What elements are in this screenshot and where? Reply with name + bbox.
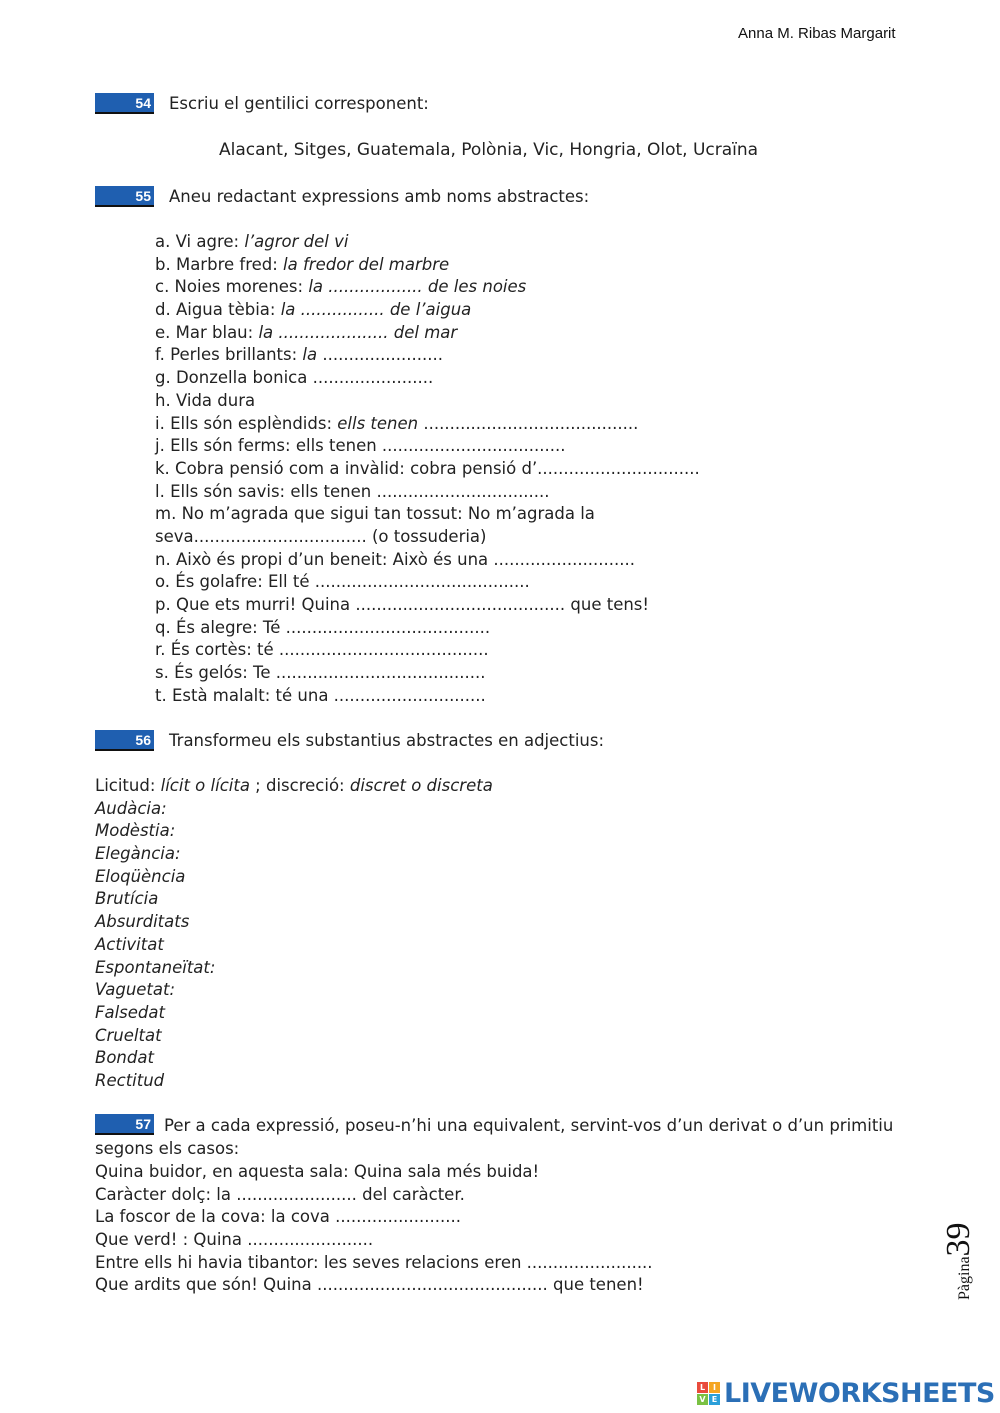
exercise-57-title: Per a cada expressió, poseu-n’hi una equivalent, servint-vos d’un derivat o d’un primitiu segons els casos: — [95, 1116, 894, 1158]
list-item: Elegància: — [95, 844, 181, 864]
town-list: Alacant, Sitges, Guatemala, Polònia, Vic, Hongria, Olot, Ucraïna — [219, 140, 759, 160]
list-item: seva................................. (o tossuderia) — [155, 526, 487, 546]
list-item: c. Noies morenes: la .................. de les noies — [155, 277, 527, 297]
list-item: s. És gelós: Te ........................................ — [155, 663, 486, 683]
list-item: Espontaneïtat: — [95, 957, 216, 977]
list-item: l. Ells són savis: ells tenen ................................. — [155, 481, 550, 501]
list-item: Rectitud — [95, 1070, 165, 1090]
exercise-57-header — [95, 1114, 895, 1160]
exercise-number-badge: 54 — [95, 93, 154, 114]
list-item: n. Això és propi d’un beneit: Això és una ........................... — [155, 549, 636, 569]
page-number-value: 39 — [940, 1222, 977, 1257]
list-item: Audàcia: — [95, 798, 167, 818]
author-name: Anna M. Ribas Margarit — [738, 25, 896, 42]
exercise-56-header — [95, 730, 604, 751]
list-item: Bondat — [95, 1048, 154, 1068]
list-item: t. Està malalt: té una ............................. — [155, 685, 486, 705]
list-item: Falsedat — [95, 1002, 165, 1022]
exercise-57-list — [95, 1161, 653, 1297]
list-item: o. És golafre: Ell té ......................................... — [155, 572, 530, 592]
list-item: Modèstia: — [95, 821, 176, 841]
list-item: La foscor de la cova: la cova ........................ — [95, 1207, 462, 1227]
list-item: Activitat — [95, 934, 164, 954]
list-item: Crueltat — [95, 1025, 162, 1045]
list-item: h. Vida dura — [155, 390, 256, 410]
exercise-number-badge: 56 — [95, 730, 154, 751]
list-item: Vaguetat: — [95, 980, 176, 1000]
page-number — [940, 1222, 978, 1300]
list-item: g. Donzella bonica ....................... — [155, 368, 434, 388]
list-item: p. Que ets murri! Quina ........................................ que tens! — [155, 595, 650, 614]
exercise-54-title: Escriu el gentilici corresponent: — [169, 94, 429, 113]
exercise-55-header — [95, 186, 589, 207]
example-line: Licitud: lícit o lícita ; discreció: discret o discreta — [95, 776, 493, 795]
exercise-56-list — [95, 775, 493, 1093]
list-item: r. És cortès: té ........................................ — [155, 640, 489, 660]
list-item: Quina buidor, en aquesta sala: Quina sala més buida! — [95, 1162, 540, 1181]
liveworksheets-logo[interactable] — [697, 1378, 995, 1409]
list-item: Brutícia — [95, 889, 159, 909]
exercise-number-badge: 57 — [95, 1114, 154, 1135]
list-item: i. Ells són esplèndids: ells tenen ......................................... — [155, 413, 639, 433]
list-item: q. És alegre: Té ....................................... — [155, 617, 491, 637]
logo-mark-icon: L I V E — [697, 1382, 720, 1405]
exercise-55-title: Aneu redactant expressions amb noms abstractes: — [169, 187, 590, 206]
list-item: Que ardits que són! Quina ............................................ que tenen! — [95, 1275, 644, 1295]
exercise-55-list — [155, 231, 700, 707]
page-label: Pàgina — [956, 1256, 973, 1300]
list-item: Eloqüència — [95, 866, 186, 886]
exercise-54-header — [95, 93, 429, 114]
list-item: f. Perles brillants: la ....................... — [155, 345, 444, 365]
list-item: Absurditats — [95, 912, 190, 932]
exercise-56-title: Transformeu els substantius abstractes en adjectius: — [169, 731, 605, 750]
list-item: a. Vi agre: l’agror del vi — [155, 232, 349, 251]
list-item: m. No m’agrada que sigui tan tossut: No m’agrada la — [155, 504, 595, 524]
list-item: k. Cobra pensió com a invàlid: cobra pensió d’............................... — [155, 458, 700, 478]
list-item: Que verd! : Quina ........................ — [95, 1230, 374, 1250]
list-item: b. Marbre fred: la fredor del marbre — [155, 254, 450, 274]
exercise-number-badge: 55 — [95, 186, 154, 207]
list-item: Caràcter dolç: la ....................... del caràcter. — [95, 1184, 465, 1204]
list-item: d. Aigua tèbia: la ................ de l’aigua — [155, 300, 472, 320]
list-item: e. Mar blau: la ..................... del mar — [155, 322, 458, 342]
logo-text: LIVEWORKSHEETS — [724, 1378, 995, 1409]
list-item: j. Ells són ferms: ells tenen ................................... — [155, 436, 566, 456]
list-item: Entre ells hi havia tibantor: les seves relacions eren ........................ — [95, 1252, 653, 1272]
